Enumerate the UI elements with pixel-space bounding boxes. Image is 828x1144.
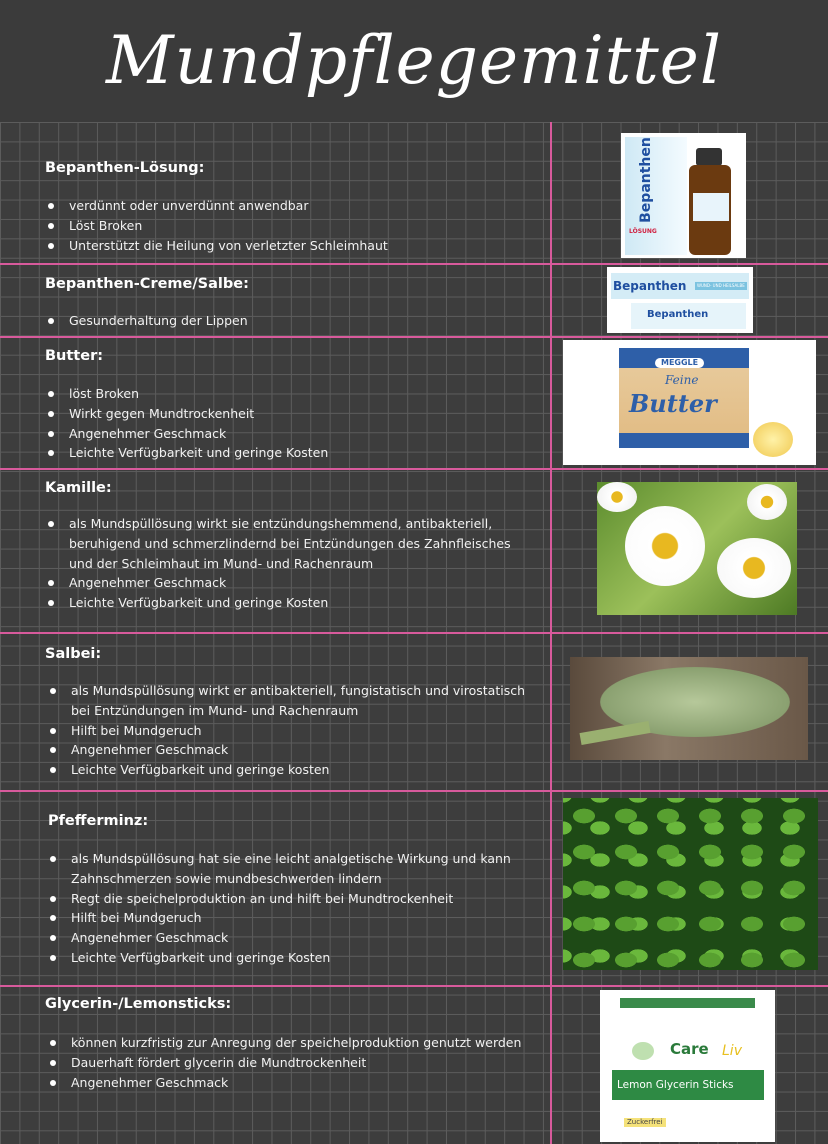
section-heading: Kamille: <box>45 480 112 496</box>
bullet-list <box>47 849 527 968</box>
list-item: als Mundspüllösung wirkt sie entzündungshemmend, antibakteriell, beruhigend und schmerzlindernd bei Entzündungen des Zahnfleisches und der Schleimhaut im Mund- und Rachenraum <box>45 514 525 573</box>
lemon-glycerin-sticks-image: Care Liv Lemon Glycerin Sticks Zuckerfrei <box>600 990 775 1142</box>
section-heading: Bepanthen-Creme/Salbe: <box>45 276 249 292</box>
list-item: Angenehmer Geschmack <box>47 740 527 760</box>
page-title: Mundpflegemittel <box>106 22 722 99</box>
list-item: Regt die speichelproduktion an und hilft bei Mundtrockenheit <box>47 889 527 909</box>
section-divider <box>0 263 828 265</box>
list-item: Hilft bei Mundgeruch <box>47 908 527 928</box>
list-item: Angenehmer Geschmack <box>47 1073 527 1093</box>
chamomile-image <box>597 482 797 615</box>
bullet-list <box>47 1033 527 1092</box>
list-item: Leichte Verfügbarkeit und geringe Kosten <box>45 593 525 613</box>
list-item: Angenehmer Geschmack <box>47 928 527 948</box>
section-heading: Pfefferminz: <box>48 813 149 829</box>
bullet-list <box>47 681 527 780</box>
bullet-list <box>45 384 525 463</box>
list-item: Angenehmer Geschmack <box>45 424 525 444</box>
section-heading: Butter: <box>45 348 104 364</box>
bullet-list <box>45 196 525 255</box>
section-divider <box>0 790 828 792</box>
list-item: als Mundspüllösung wirkt er antibakteriell, fungistatisch und virostatisch bei Entzündungen im Mund- und Rachenraum <box>47 681 527 721</box>
section-divider <box>0 468 828 470</box>
section-heading: Bepanthen-Lösung: <box>45 160 205 176</box>
bullet-list <box>45 311 525 331</box>
list-item: Hilft bei Mundgeruch <box>47 721 527 741</box>
section-heading: Glycerin-/Lemonsticks: <box>45 996 232 1012</box>
list-item: Leichte Verfügbarkeit und geringe kosten <box>47 760 527 780</box>
section-divider <box>0 985 828 987</box>
list-item: Gesunderhaltung der Lippen <box>45 311 525 331</box>
list-item: Unterstützt die Heilung von verletzter Schleimhaut <box>45 236 525 256</box>
section-divider <box>0 336 828 338</box>
bepanthen-loesung-image: Bepanthen LÖSUNG <box>621 133 746 258</box>
section-divider <box>0 632 828 634</box>
list-item: als Mundspüllösung hat sie eine leicht analgetische Wirkung und kann Zahnschmerzen sowie mundbeschwerden lindern <box>47 849 527 889</box>
sage-image <box>570 657 808 760</box>
list-item: Leichte Verfügbarkeit und geringe Kosten <box>47 948 527 968</box>
section-heading: Salbei: <box>45 646 102 662</box>
list-item: können kurzfristig zur Anregung der speichelproduktion genutzt werden <box>47 1033 527 1053</box>
list-item: Leichte Verfügbarkeit und geringe Kosten <box>45 443 525 463</box>
bullet-list <box>45 514 525 613</box>
list-item: Dauerhaft fördert glycerin die Mundtrockenheit <box>47 1053 527 1073</box>
list-item: Wirkt gegen Mundtrockenheit <box>45 404 525 424</box>
list-item: verdünnt oder unverdünnt anwendbar <box>45 196 525 216</box>
list-item: Löst Broken <box>45 216 525 236</box>
list-item: Angenehmer Geschmack <box>45 573 525 593</box>
list-item: löst Broken <box>45 384 525 404</box>
bepanthen-creme-image: Bepanthen WUND- UND HEILSALBE Bepanthen <box>607 267 753 333</box>
butter-image: MEGGLE Feine Butter <box>563 340 816 465</box>
peppermint-image <box>563 798 818 970</box>
